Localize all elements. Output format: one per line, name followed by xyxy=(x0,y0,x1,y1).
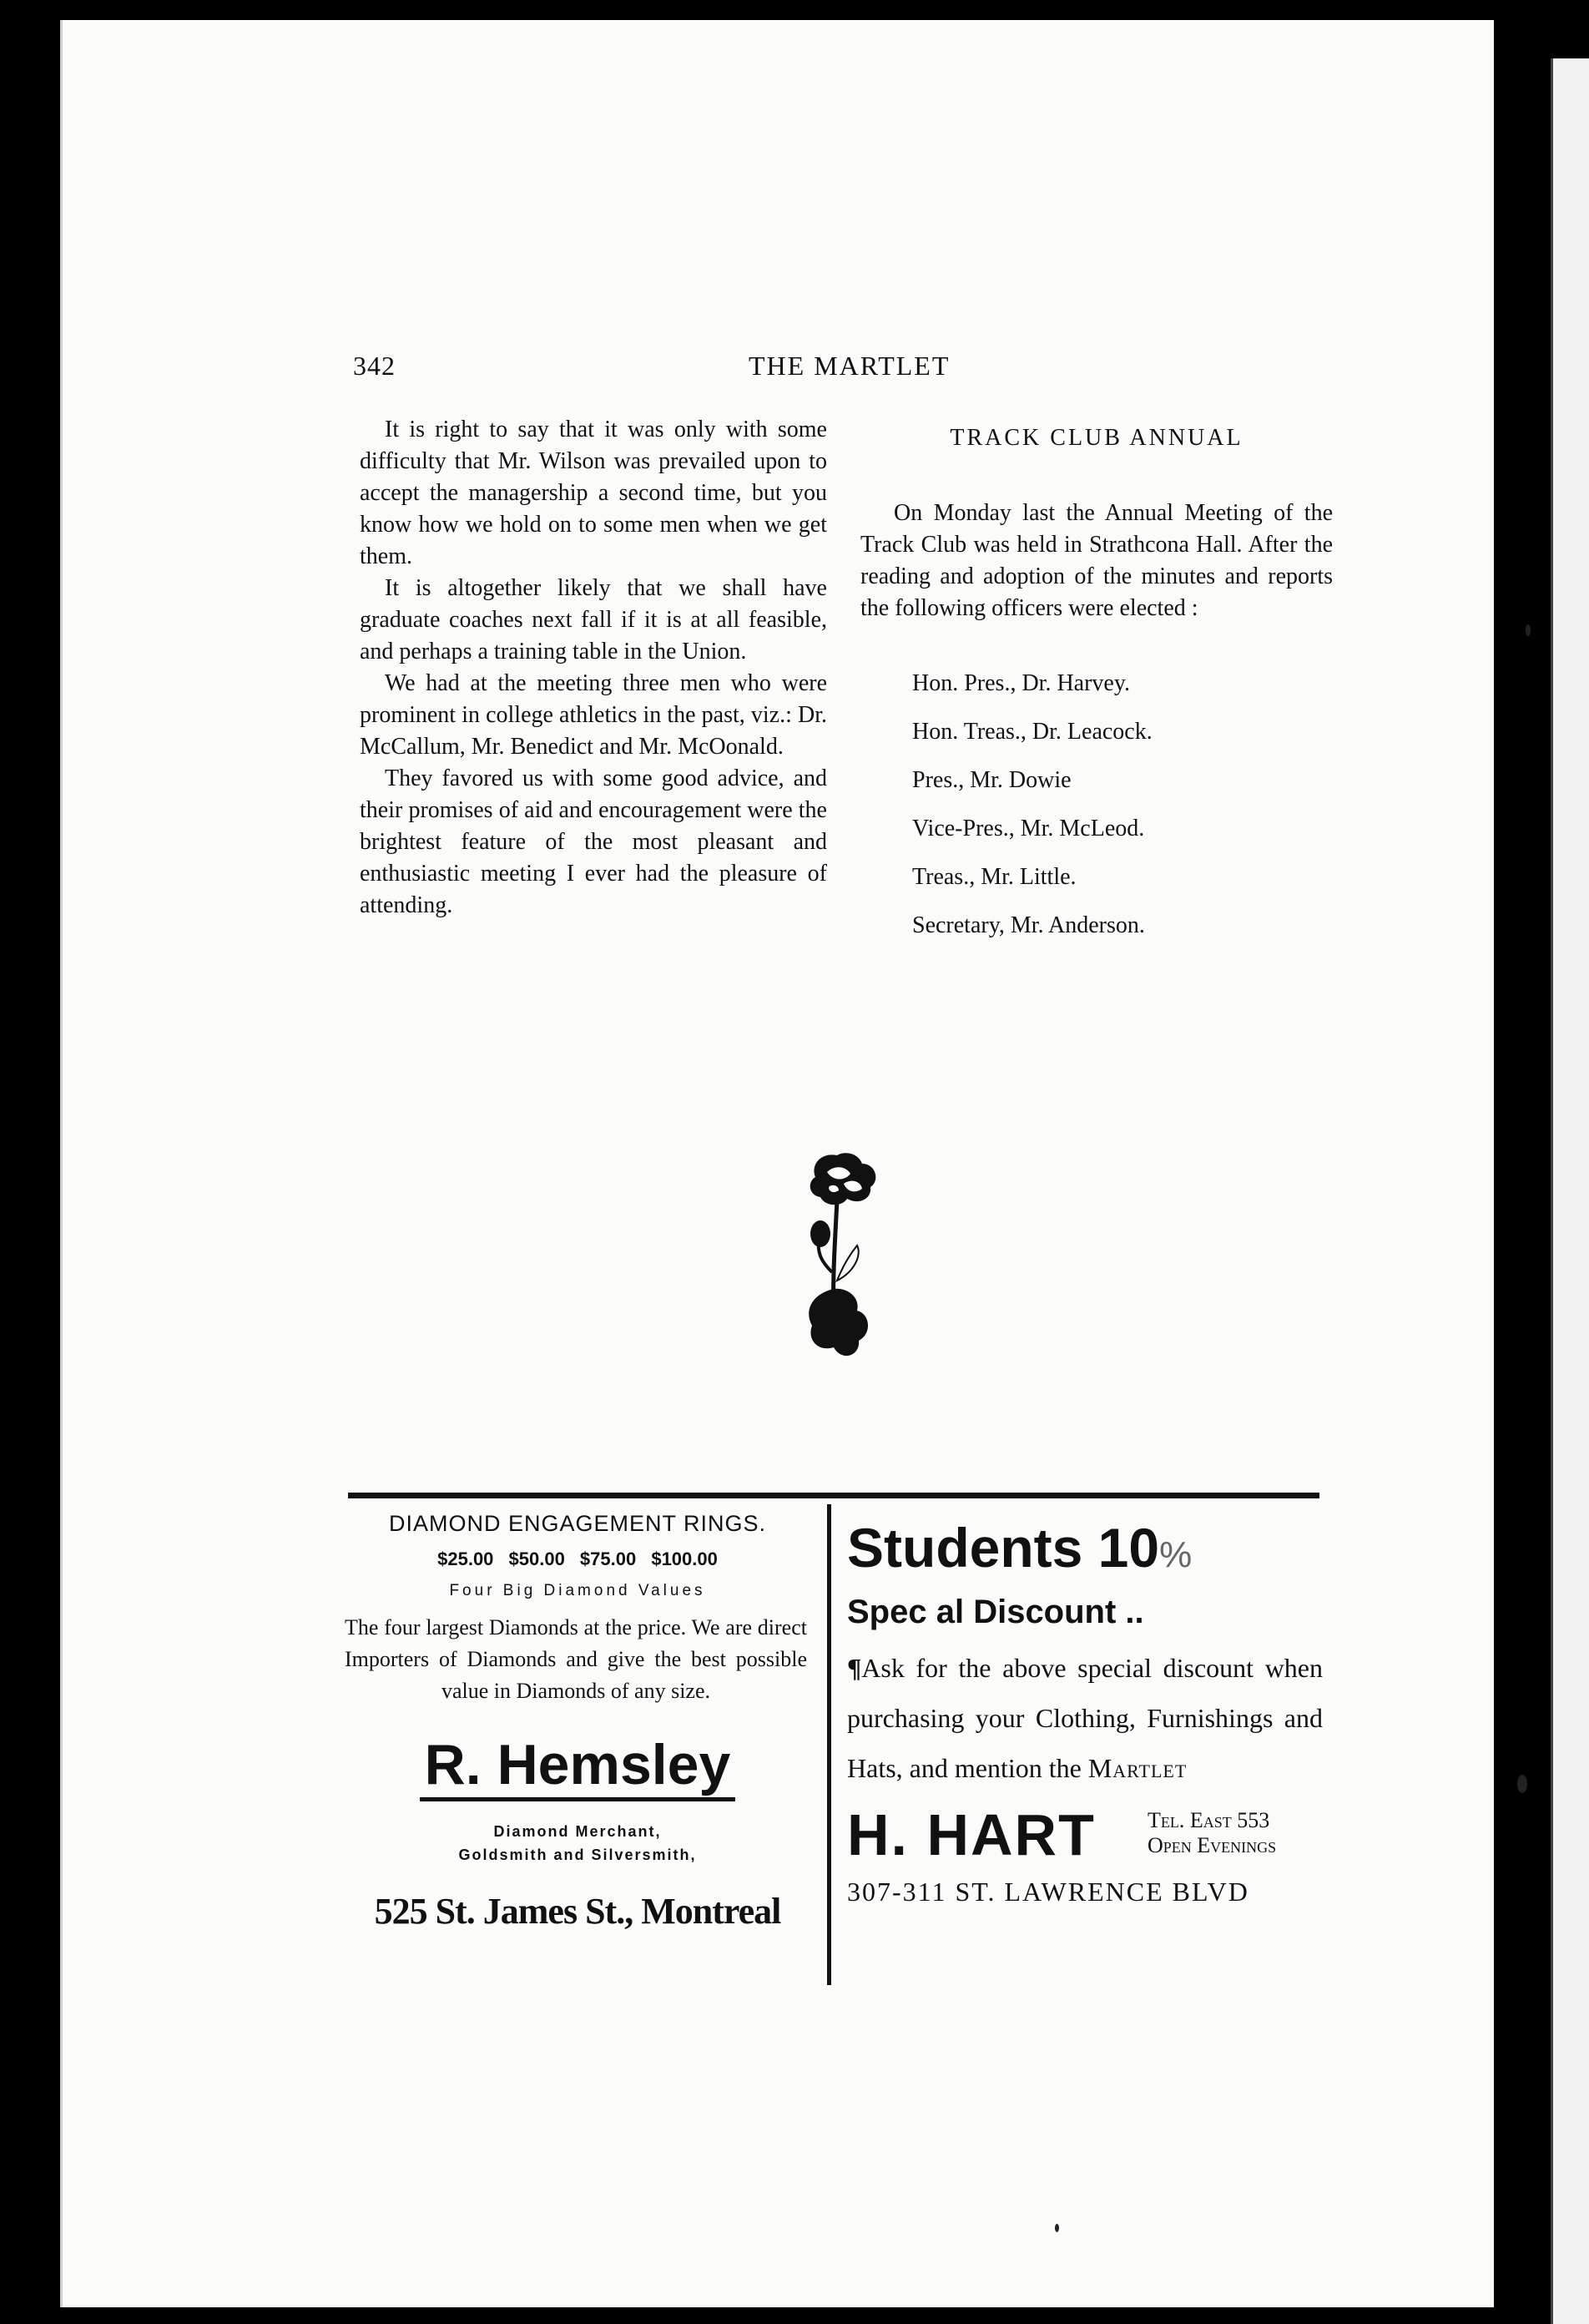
hart-address: 307-311 ST. LAWRENCE BLVD xyxy=(847,1877,1249,1907)
officer-entry: Treas., Mr. Little. xyxy=(912,864,1077,890)
officer-entry: Hon. Treas., Dr. Leacock. xyxy=(912,719,1153,745)
ink-speck xyxy=(1055,2224,1059,2232)
hart-telephone: Tel. East 553 xyxy=(1148,1808,1270,1832)
percent-sign: % xyxy=(1159,1534,1193,1575)
hart-contact xyxy=(1148,1808,1276,1858)
track-club-body: On Monday last the Annual Meeting of the Track Club was held in Strathcona Hall. After the reading and adoption of the minutes and reports the following officers were elected : xyxy=(860,500,1333,621)
left-column-article xyxy=(360,414,827,922)
pilcrow-icon: ¶ xyxy=(847,1653,862,1683)
officer-list xyxy=(912,668,1333,958)
hemsley-brand: R. Hemsley xyxy=(420,1732,736,1801)
ad-description: The four largest Diamonds at the price. We are direct Importers of Diamonds and give the best possible value in Diamonds of any size. xyxy=(345,1615,807,1703)
ad-tagline: Four Big Diamond Values xyxy=(449,1582,706,1599)
article-paragraph: They favored us with some good advice, and their promises of aid and encouragement were the brightest feature of the most pleasant and enthusiastic meeting I ever had the pleasure of attending. xyxy=(360,765,827,918)
hart-hours: Open Evenings xyxy=(1148,1833,1277,1857)
officer-entry: Pres., Mr. Dowie xyxy=(912,767,1072,793)
page-header xyxy=(353,351,1406,392)
hart-advertisement xyxy=(847,1516,1323,1907)
hemsley-address: 525 St. James St., Montreal xyxy=(374,1891,781,1932)
page-number: 342 xyxy=(353,351,396,381)
journal-title: THE MARTLET xyxy=(749,351,951,381)
facing-page-edge xyxy=(1551,58,1589,2324)
ad-prices: $25.00 $50.00 $75.00 $100.00 xyxy=(437,1548,718,1569)
ad-role xyxy=(340,1820,815,1867)
hart-subhead: Spec al Discount .. xyxy=(847,1594,1144,1630)
page-sheet xyxy=(60,20,1548,2307)
ad-column-divider xyxy=(827,1504,831,1985)
track-club-heading: TRACK CLUB ANNUAL xyxy=(950,425,1243,451)
article-paragraph: It is right to say that it was only with some difficulty that Mr. Wilson was prevailed upon to accept the managership a second time, but you know how we hold on to some men when we get them. xyxy=(360,417,827,569)
track-club-article xyxy=(860,422,1333,958)
ink-speck xyxy=(1517,1775,1527,1793)
ad-heading: DIAMOND ENGAGEMENT RINGS. xyxy=(388,1511,767,1536)
article-paragraph: It is altogether likely that we shall have graduate coaches next fall if it is at all feasible, and perhaps a training table in the Union. xyxy=(360,575,827,664)
hart-brand: H. HART xyxy=(847,1802,1096,1867)
hemsley-advertisement xyxy=(340,1508,815,1932)
role-line: Goldsmith and Silversmith, xyxy=(458,1847,697,1863)
poppy-flower-icon xyxy=(795,1147,895,1381)
hart-body-text: Ask for the above special discount when purchasing your Clothing, Furnishings and Hats, and mention the xyxy=(847,1653,1323,1783)
hart-body xyxy=(847,1643,1323,1793)
article-paragraph: We had at the meeting three men who were prominent in college athletics in the past, viz.: Dr. McCallum, Mr. Benedict and Mr. McOonald. xyxy=(360,670,827,760)
officer-entry: Vice-Pres., Mr. McLeod. xyxy=(912,816,1145,841)
headline-text: Students 10 xyxy=(847,1517,1160,1579)
hart-headline xyxy=(847,1516,1323,1587)
ad-top-rule xyxy=(348,1493,1319,1498)
hart-brand-row xyxy=(847,1801,1323,1872)
role-line: Diamond Merchant, xyxy=(493,1823,662,1840)
officer-entry: Hon. Pres., Dr. Harvey. xyxy=(912,670,1131,696)
ink-speck xyxy=(1526,624,1531,636)
martlet-mention: Martlet xyxy=(1087,1753,1188,1783)
officer-entry: Secretary, Mr. Anderson. xyxy=(912,912,1145,938)
